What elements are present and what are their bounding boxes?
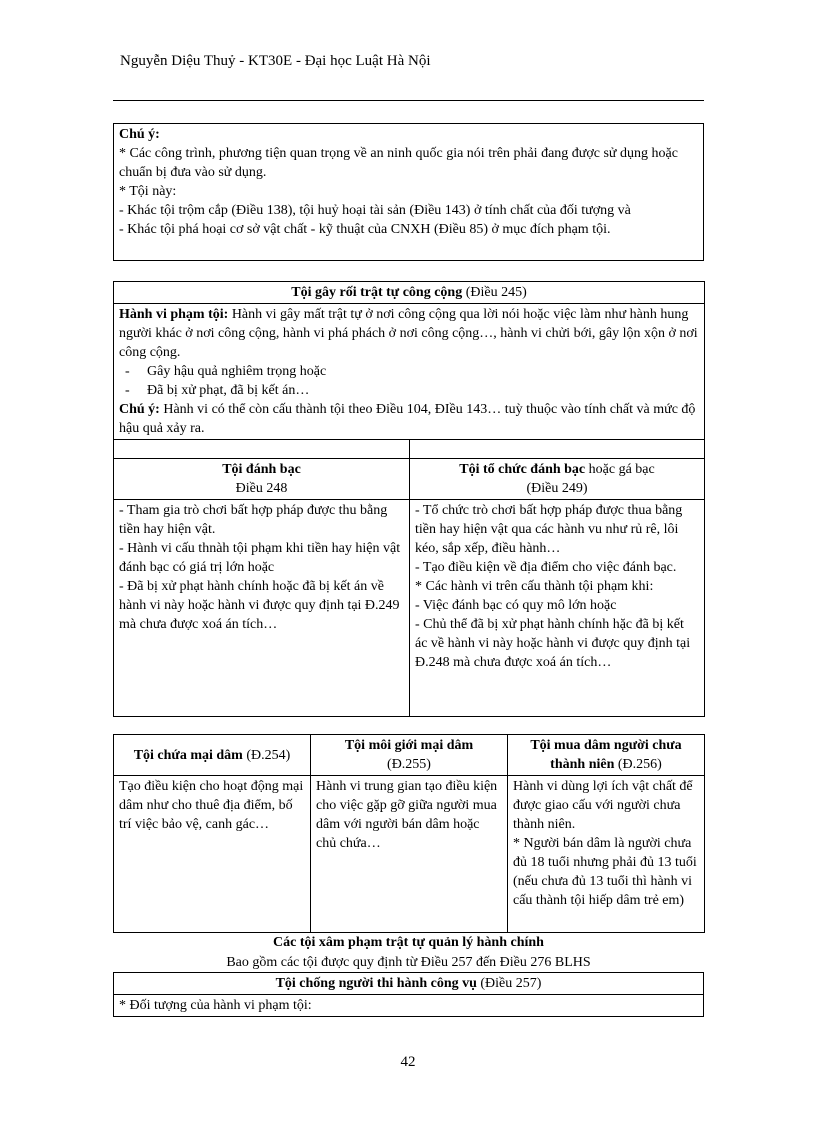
prostitution-table bbox=[113, 734, 705, 933]
disorder-title-ref: (Điều 245) bbox=[462, 285, 527, 300]
pimping-header: Tội môi giới mại dâm (Đ.255) bbox=[311, 735, 508, 776]
gambling-body: - Tham gia trò chơi bất hợp pháp được thu bằng tiền hay hiện vật. - Hành vi cấu thnàh tội phạm khi tiền hay hiện vật đánh bạc có giá trị lớn hoặc - Đã bị xử phạt hành chính hoặc đã bị kết án về hành vi này hoặc hành vi được quy định tại Đ.249 mà chưa được xoá án tích… bbox=[114, 500, 410, 717]
page-number: 42 bbox=[400, 1054, 416, 1070]
act-text: Hành vi gây mất trật tự ở nơi công cộng qua lời nói hoặc việc làm như hành hung người khác ở nơi công cộng, hành vi phá phách ở nơi công cộng…, hành vi chửi bới, gây lộn xộn ở nơi công cộng. bbox=[119, 307, 698, 360]
organize-gambling-header: Tội tổ chức đánh bạc hoặc gá bạc (Điều 249) bbox=[410, 459, 705, 500]
brothel-header: Tội chứa mại dâm (Đ.254) bbox=[114, 735, 311, 776]
note-line: - Khác tội phá hoại cơ sở vật chất - kỹ thuật của CNXH (Điều 85) ở mục đích phạm tội. bbox=[119, 222, 611, 237]
admin-section-subtitle: Bao gồm các tội được quy định từ Điều 257 đến Điều 276 BLHS bbox=[226, 955, 591, 970]
buying-sex-minor-body: Hành vi dùng lợi ích vật chất để được giao cấu với người chưa thành niên. * Người bán dâm là người chưa đủ 18 tuổi nhưng phải đủ 13 tuổi (nếu chưa đủ 13 tuổi thì hành vi cấu thành tội hiếp dâm trẻ em) bbox=[508, 776, 705, 933]
brothel-body: Tạo điều kiện cho hoạt động mại dâm như cho thuê địa điểm, bố trí việc bảo vệ, canh gác… bbox=[114, 776, 311, 933]
spacer-cell bbox=[114, 440, 410, 459]
gambling-header: Tội đánh bạc Điều 248 bbox=[114, 459, 410, 500]
bullet-item: - Gây hậu quả nghiêm trọng hoặc bbox=[125, 364, 327, 379]
resisting-officer-table bbox=[113, 972, 704, 1017]
note-line: * Tội này: bbox=[119, 184, 177, 199]
disorder-note-text: Hành vi có thể còn cấu thành tội theo Điều 104, ĐIều 143… tuỳ thuộc vào tính chất và mức độ hậu quả xảy ra. bbox=[119, 402, 696, 436]
disorder-body-cell bbox=[114, 304, 705, 440]
officer-first-line: * Đối tượng của hành vi phạm tội: bbox=[114, 995, 704, 1017]
bullet-item: - Đã bị xử phạt, đã bị kết án… bbox=[125, 383, 310, 398]
note-heading: Chú ý: bbox=[119, 127, 160, 142]
note-line: - Khác tội trộm cắp (Điều 138), tội huỷ hoại tài sản (Điều 143) ở tính chất của đối tượng và bbox=[119, 203, 631, 218]
admin-section-title: Các tội xâm phạm trật tự quản lý hành chính bbox=[273, 935, 544, 950]
note-box bbox=[113, 123, 704, 261]
disorder-note-label: Chú ý: bbox=[119, 402, 160, 417]
buying-sex-minor-header: Tội mua dâm người chưa thành niên (Đ.256) bbox=[508, 735, 705, 776]
header-divider bbox=[113, 100, 704, 101]
disorder-title-cell bbox=[114, 282, 705, 304]
officer-title-cell: Tội chống người thi hành công vụ (Điều 257) bbox=[114, 973, 704, 995]
page-header: Nguyễn Diệu Thuỷ - KT30E - Đại học Luật Hà Nội bbox=[120, 53, 431, 69]
spacer-cell bbox=[410, 440, 705, 459]
act-label: Hành vi phạm tội: bbox=[119, 307, 229, 322]
organize-gambling-body: - Tổ chức trò chơi bất hợp pháp được thua bằng tiền hay hiện vật qua các hành vu như rủ rê, lôi kéo, sắp xếp, điều hành… - Tạo điều kiện về địa điểm cho việc đánh bạc. * Các hành vi trên cấu thành tội phạm khi: - Việc đánh bạc có quy mô lớn hoặc - Chủ thể đã bị xử phạt hành chính hặc đã bị kết ác về hành vi này hoặc hành vi được quy định tại Đ.248 mà chưa được xoá án tích… bbox=[410, 500, 705, 717]
public-disorder-table bbox=[113, 281, 705, 717]
disorder-title: Tội gây rối trật tự công cộng bbox=[291, 285, 463, 300]
note-line: * Các công trình, phương tiện quan trọng về an ninh quốc gia nói trên phải đang được sử dụng hoặc chuẩn bị đưa vào sử dụng. bbox=[119, 146, 678, 180]
pimping-body: Hành vi trung gian tạo điều kiện cho việc gặp gỡ giữa người mua dâm với người bán dâm hoặc chủ chứa… bbox=[311, 776, 508, 933]
